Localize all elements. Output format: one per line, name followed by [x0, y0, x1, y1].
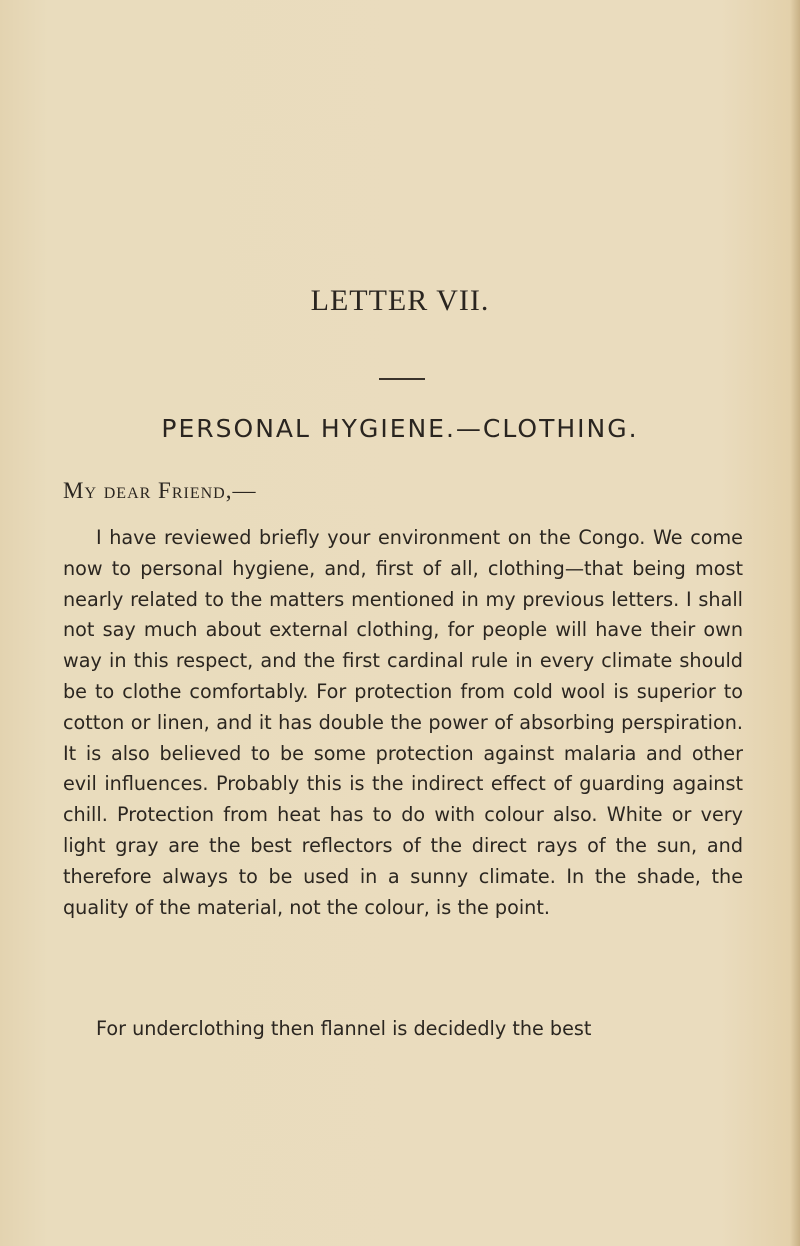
chapter-title: LETTER VII. [310, 284, 490, 317]
section-title: PERSONAL HYGIENE.—CLOTHING. [161, 414, 639, 443]
paragraph-1: I have reviewed briefly your environment on the Congo. We come now to personal hygiene, and, first of all, clothing—that being most nearly related to the matters mentioned in my previous letters. I shall not say much about external clothing, for people will have their own way in this respect, and the first cardinal rule in every climate should be to clothe comfortably. For protection from cold wool is superior to cotton or linen, and it has double the power of absorbing perspiration. It is also believed to be some protection against malaria and other evil influences. Probably this is the indirect effect of guarding against chill. Protection from heat has to do with colour also. White or very light gray are the best reflectors of the direct rays of the sun, and therefore always to be used in a sunny climate. In the shade, the quality of the material, not the colour, is the point. [63, 526, 743, 919]
page-edge-shadow [790, 0, 800, 1246]
salutation: My dear Friend,— [63, 478, 257, 503]
paragraph-2: For underclothing then flannel is decidedly the best [96, 1017, 592, 1040]
title-divider [379, 378, 425, 380]
